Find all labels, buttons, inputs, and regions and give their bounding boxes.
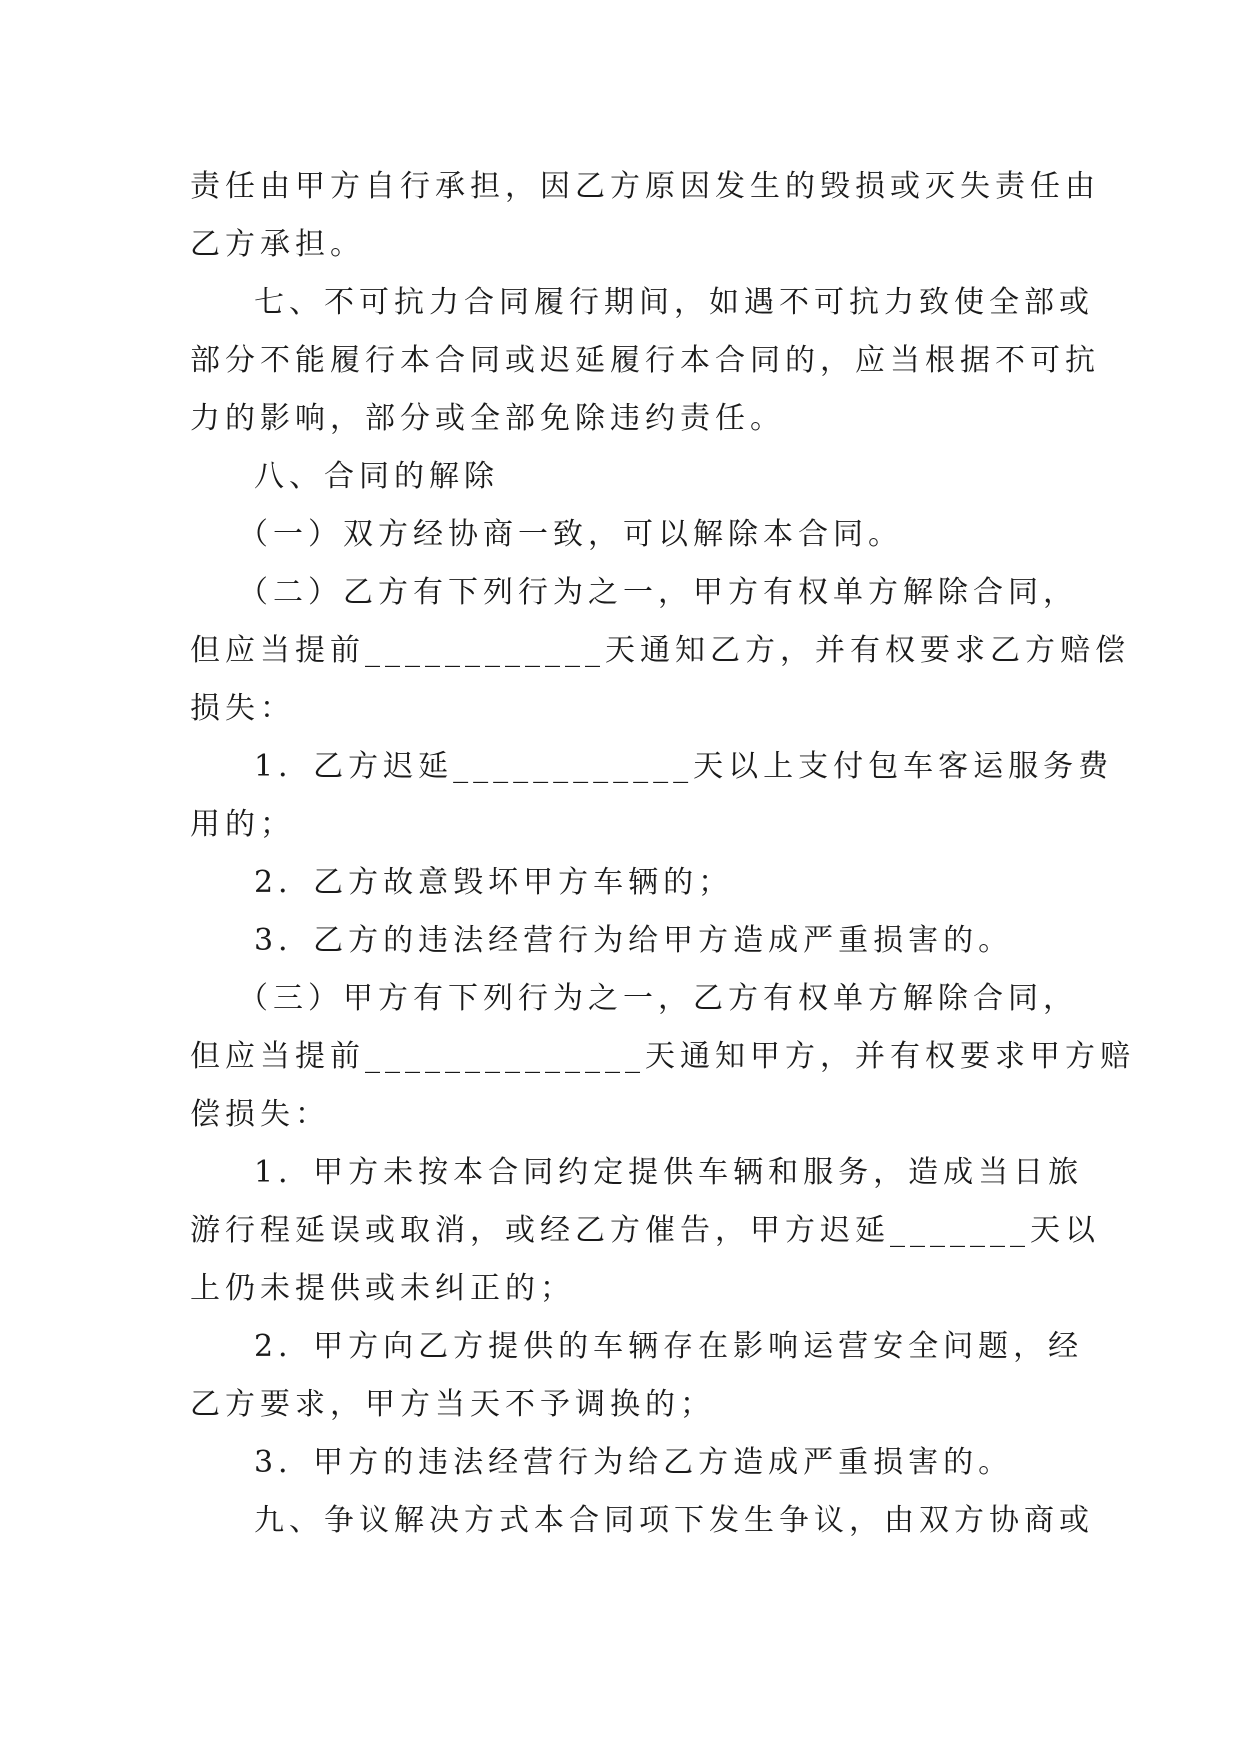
contract-text [190,158,1135,1550]
text-line: 偿损失： [190,1097,330,1132]
list-item: 2．甲方向乙方提供的车辆存在影响运营安全问题，经 [254,1329,1084,1364]
clause-nine-heading: 九、争议解决方式本合同项下发生争议，由双方协商或 [254,1503,1094,1538]
list-item: 1．乙方迟延____________天以上支付包车客运服务费 [254,749,1114,784]
list-item: 3．甲方的违法经营行为给乙方造成严重损害的。 [254,1445,1014,1480]
subclause-two: （二）乙方有下列行为之一，甲方有权单方解除合同， [238,575,1078,610]
list-item: 3．乙方的违法经营行为给甲方造成严重损害的。 [254,923,1014,958]
text-line: 乙方要求，甲方当天不予调换的； [190,1387,715,1422]
clause-seven-heading: 七、不可抗力合同履行期间，如遇不可抗力致使全部或 [254,285,1094,320]
list-item: 1．甲方未按本合同约定提供车辆和服务，造成当日旅 [254,1155,1084,1190]
text-line: 上仍未提供或未纠正的； [190,1271,575,1306]
text-line: 但应当提前______________天通知甲方，并有权要求甲方赔 [190,1039,1135,1074]
subclause-three: （三）甲方有下列行为之一，乙方有权单方解除合同， [238,981,1078,1016]
text-line: 游行程延误或取消，或经乙方催告，甲方迟延_______天以 [190,1213,1100,1248]
text-line: 损失： [190,691,295,726]
clause-eight-heading: 八、合同的解除 [254,459,499,494]
text-line: 但应当提前____________天通知乙方，并有权要求乙方赔偿 [190,633,1130,668]
list-item: 2．乙方故意毁坏甲方车辆的； [254,865,734,900]
text-line: 用的； [190,807,295,842]
text-line: 乙方承担。 [190,227,365,262]
text-line: 力的影响，部分或全部免除违约责任。 [190,401,785,436]
text-line: 部分不能履行本合同或迟延履行本合同的，应当根据不可抗 [190,343,1100,378]
subclause-one: （一）双方经协商一致，可以解除本合同。 [238,517,903,552]
text-line: 责任由甲方自行承担，因乙方原因发生的毁损或灭失责任由 [190,169,1100,204]
